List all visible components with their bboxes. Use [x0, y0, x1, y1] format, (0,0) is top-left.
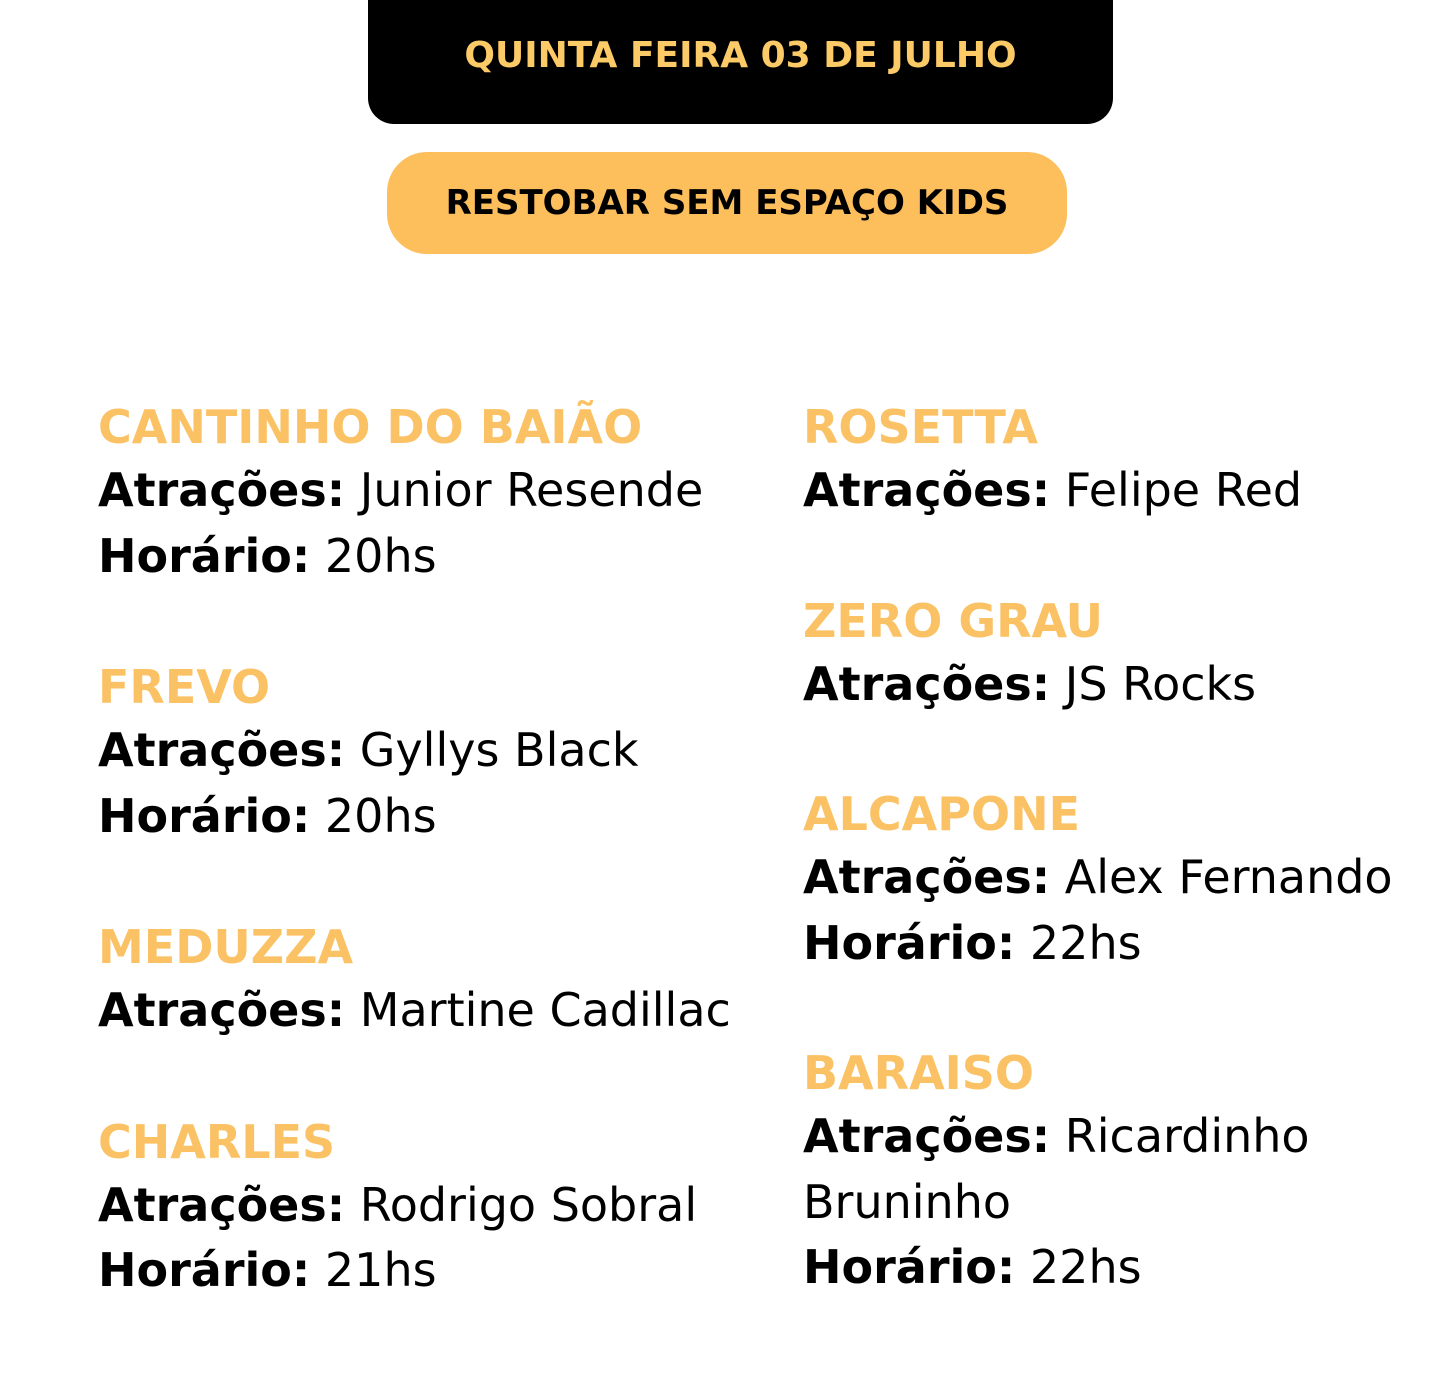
time-label: Horário:: [803, 1240, 1016, 1294]
attraction-value: Gyllys Black: [359, 723, 639, 777]
venue-meduzza: [98, 916, 778, 1044]
restobar-badge: [387, 152, 1067, 254]
attractions-label: Atrações:: [98, 1177, 346, 1232]
attraction-value: Ricardinho: [1064, 1109, 1310, 1163]
attraction-value: Alex Fernando: [1064, 850, 1393, 904]
venue-alcapone: [803, 783, 1403, 976]
time-line: [98, 784, 778, 850]
attraction-value: Martine Cadillac: [359, 983, 731, 1037]
attractions-line: [98, 458, 778, 524]
venue-name: ROSETTA: [803, 400, 1038, 454]
venue-zero-grau: [803, 590, 1403, 718]
attractions-label: Atrações:: [803, 1109, 1051, 1163]
attractions-label: Atrações:: [803, 463, 1051, 517]
time-label: Horário:: [98, 1243, 311, 1297]
venue-frevo: [98, 656, 778, 849]
attraction-value: Rodrigo Sobral: [359, 1177, 698, 1232]
venue-name: CHARLES: [98, 1114, 336, 1169]
time-line: [803, 911, 1403, 977]
attractions-label: Atrações:: [98, 983, 346, 1037]
venue-baraiso: [803, 1042, 1403, 1301]
venue-name: CANTINHO DO BAIÃO: [98, 400, 643, 454]
date-header: [368, 0, 1113, 124]
attractions-line: [98, 1173, 778, 1239]
venue-charles: [98, 1111, 778, 1304]
venue-name: MEDUZZA: [98, 920, 354, 974]
right-venue-list: [803, 396, 1403, 1301]
attractions-label: Atrações:: [803, 656, 1051, 711]
date-title: QUINTA FEIRA 03 DE JULHO: [464, 34, 1017, 76]
attractions-line: [803, 845, 1403, 911]
attractions-line: [803, 652, 1403, 718]
venue-name: ZERO GRAU: [803, 593, 1104, 648]
time-line: [98, 524, 778, 590]
attractions-continuation: Bruninho: [803, 1174, 1012, 1229]
attractions-line: [803, 458, 1403, 524]
time-label: Horário:: [98, 788, 311, 843]
attraction-value: Felipe Red: [1064, 463, 1303, 517]
time-value: 20hs: [324, 528, 437, 583]
venue-name: FREVO: [98, 660, 271, 714]
attraction-value: JS Rocks: [1064, 656, 1257, 711]
restobar-badge-label: RESTOBAR SEM ESPAÇO KIDS: [445, 183, 1009, 223]
attraction-value: Junior Resende: [359, 463, 704, 517]
time-label: Horário:: [98, 528, 311, 583]
time-value: 21hs: [324, 1243, 437, 1297]
time-value: 22hs: [1029, 1240, 1142, 1294]
time-value: 22hs: [1029, 915, 1142, 970]
attractions-line: [98, 978, 778, 1044]
attractions-label: Atrações:: [803, 850, 1051, 904]
venue-name: ALCAPONE: [803, 787, 1081, 841]
time-value: 20hs: [324, 788, 437, 843]
venue-name: BARAISO: [803, 1046, 1035, 1100]
time-line: [803, 1235, 1403, 1301]
left-venue-list: [98, 396, 778, 1304]
venue-rosetta: [803, 396, 1403, 524]
attractions-label: Atrações:: [98, 463, 346, 517]
venue-cantinho-do-baiao: [98, 396, 778, 589]
time-label: Horário:: [803, 915, 1016, 970]
time-line: [98, 1238, 778, 1304]
attractions-line: [98, 718, 778, 784]
attractions-label: Atrações:: [98, 723, 346, 777]
attractions-line: [803, 1104, 1403, 1170]
